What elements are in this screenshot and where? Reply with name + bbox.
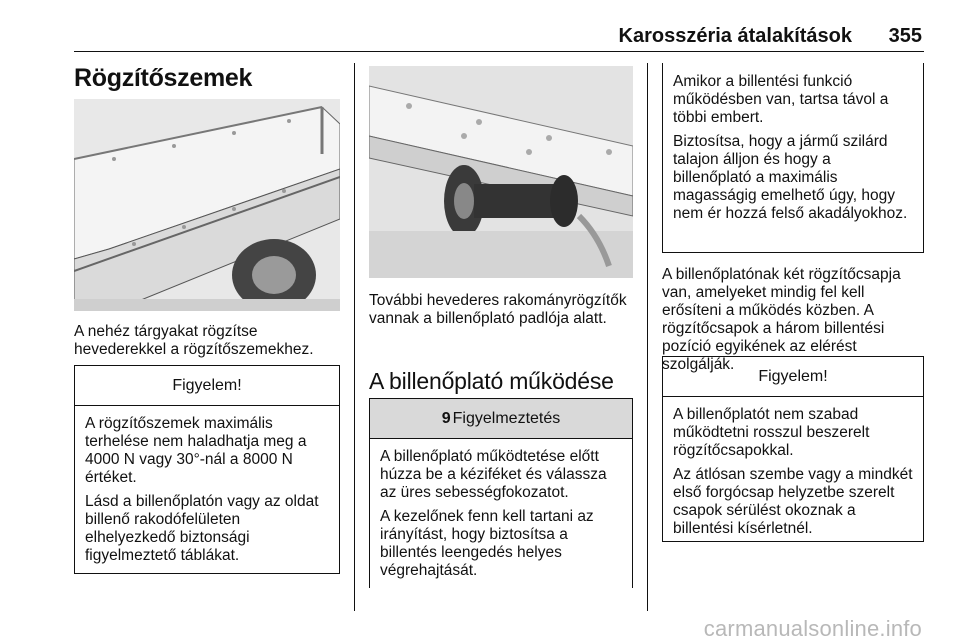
- watermark: carmanualsonline.info: [703, 616, 922, 641]
- page-header: [0, 24, 960, 48]
- column-divider: [354, 63, 355, 611]
- paragraph: A nehéz tárgyakat rögzítse hevederekkel a rögzítőszemekhez.: [74, 323, 314, 358]
- column-1: [74, 63, 340, 93]
- warning-text: Biztosítsa, hogy a jármű szilárd talajon álljon és hogy a billenőplató a maximális magasságig emelhető úgy, hogy nem ér hozzá felső akadályokhoz.: [673, 133, 908, 222]
- underfloor-lashing-illustration: [369, 66, 633, 278]
- warning-text: A billenőplató működtetése előtt húzza be a kéziféket és válassza az üres sebességfokozatot.: [380, 448, 607, 501]
- page-number: 355: [888, 25, 922, 47]
- tipper-platform-illustration: [74, 99, 340, 311]
- notice-heading: Figyelem!: [75, 366, 339, 406]
- paragraph: A billenőplatónak két rögzítőcsapja van, amelyeket mindig fel kell erősíteni a működés közben. A rögzítőcsapok a három billentési pozíció egyikének az elérést szolgálják.: [662, 266, 901, 373]
- notice-body: [75, 406, 339, 573]
- warning-heading-text: Figyelmeztetés: [452, 410, 561, 427]
- warning-triangle-icon: 9: [441, 410, 451, 427]
- notice-box: [662, 356, 924, 542]
- column-divider: [647, 63, 648, 611]
- notice-heading: Figyelem!: [663, 357, 923, 397]
- col2-title-block: [369, 366, 633, 396]
- warning-text: A kezelőnek fenn kell tartani az irányítást, hogy biztosítsa a billentés leengedés helyes végrehajtását.: [380, 508, 594, 579]
- underfloor-lashing-drawing: [369, 66, 633, 278]
- warning-box: [369, 398, 633, 588]
- header-rule: [74, 51, 924, 52]
- tipper-platform-drawing: [74, 99, 340, 311]
- warning-box-continued: [662, 63, 924, 253]
- chapter-title: Karosszéria átalakítások: [618, 25, 852, 47]
- warning-text: Amikor a billentési funkció működésben van, tartsa távol a többi embert.: [673, 73, 889, 126]
- warning-body: [663, 63, 923, 231]
- notice-text: A billenőplatót nem szabad működtetni rosszul beszerelt rögzítőcsapokkal.: [673, 406, 870, 459]
- warning-heading: [370, 399, 632, 439]
- section-title: A billenőplató működése: [369, 368, 614, 394]
- col2-para-block: [369, 292, 633, 328]
- warning-body: [370, 439, 632, 588]
- paragraph: További hevederes rakományrögzítők vannak a billenőplató padlója alatt.: [369, 292, 627, 327]
- section-title: Rögzítőszemek: [74, 64, 253, 92]
- notice-text: A rögzítőszemek maximális terhelése nem haladhatja meg a 4000 N vagy 30°-nál a 8000 N értéket.: [85, 415, 307, 486]
- notice-text: Az átlósan szembe vagy a mindkét első forgócsap helyzetbe szerelt csapok sérülést okoznak a billentési kísérletnél.: [673, 466, 913, 537]
- notice-text: Lásd a billenőplatón vagy az oldat billenő rakodófelületen elhelyezkedő biztonsági figyelmeztető táblákat.: [85, 493, 319, 564]
- notice-box: [74, 365, 340, 574]
- col1-para-block: [74, 323, 340, 359]
- notice-body: [663, 397, 923, 546]
